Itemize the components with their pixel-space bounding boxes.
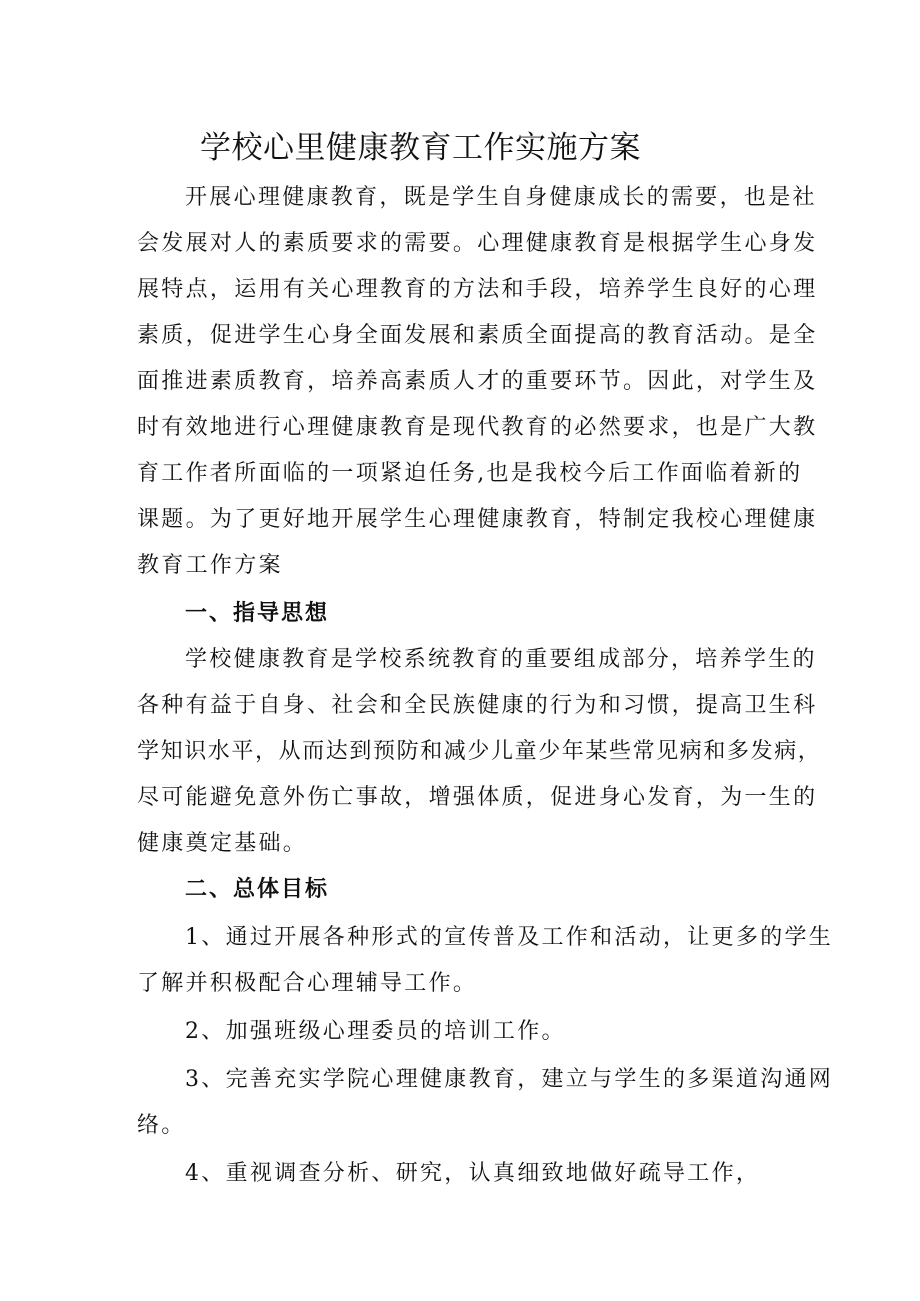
- body-text-line: 时有效地进行心理健康教育是现代教育的必然要求，也是广大教: [137, 415, 818, 440]
- body-text-line: 学知识水平，从而达到预防和减少儿童少年某些常见病和多发病，: [137, 739, 822, 764]
- list-item-text: 4、重视调查分析、研究，认真细致地做好疏导工作，: [185, 1161, 761, 1186]
- section-heading: 二、总体目标: [185, 877, 330, 902]
- list-item-text: 络。: [137, 1113, 186, 1138]
- body-text-line: 健康奠定基础。: [137, 831, 308, 856]
- body-text-line: 学校健康教育是学校系统教育的重要组成部分，培养学生的: [185, 647, 817, 672]
- body-text-line: 展特点，运用有关心理教育的方法和手段，培养学生良好的心理: [137, 277, 818, 302]
- list-item-text: 了解并积极配合心理辅导工作。: [137, 971, 478, 996]
- list-item-text: 2、加强班级心理委员的培训工作。: [185, 1019, 566, 1044]
- body-text-line: 尽可能避免意外伤亡事故，增强体质，促进身心发育，为一生的: [137, 785, 818, 810]
- list-item-text: 1、通过开展各种形式的宣传普及工作和活动，让更多的学生: [185, 925, 834, 950]
- body-text-line: 素质，促进学生心身全面发展和素质全面提高的教育活动。是全: [137, 323, 818, 348]
- body-text-line: 面推进素质教育，培养高素质人才的重要环节。因此，对学生及: [137, 369, 818, 394]
- section-heading: 一、指导思想: [185, 601, 330, 626]
- body-text-line: 课题。为了更好地开展学生心理健康教育，特制定我校心理健康: [137, 507, 818, 532]
- body-text-line: 教育工作方案: [137, 553, 283, 578]
- list-item-text: 3、完善充实学院心理健康教育，建立与学生的多渠道沟通网: [185, 1067, 834, 1092]
- document-title: 学校心里健康教育工作实施方案: [200, 130, 641, 166]
- body-text-line: 各种有益于自身、社会和全民族健康的行为和习惯，提高卫生科: [137, 693, 818, 718]
- body-text-line: 育工作者所面临的一项紧迫任务,也是我校今后工作面临着新的: [137, 461, 803, 486]
- body-text-line: 会发展对人的素质要求的需要。心理健康教育是根据学生心身发: [137, 231, 818, 256]
- body-text-line: 开展心理健康教育，既是学生自身健康成长的需要，也是社: [185, 185, 817, 210]
